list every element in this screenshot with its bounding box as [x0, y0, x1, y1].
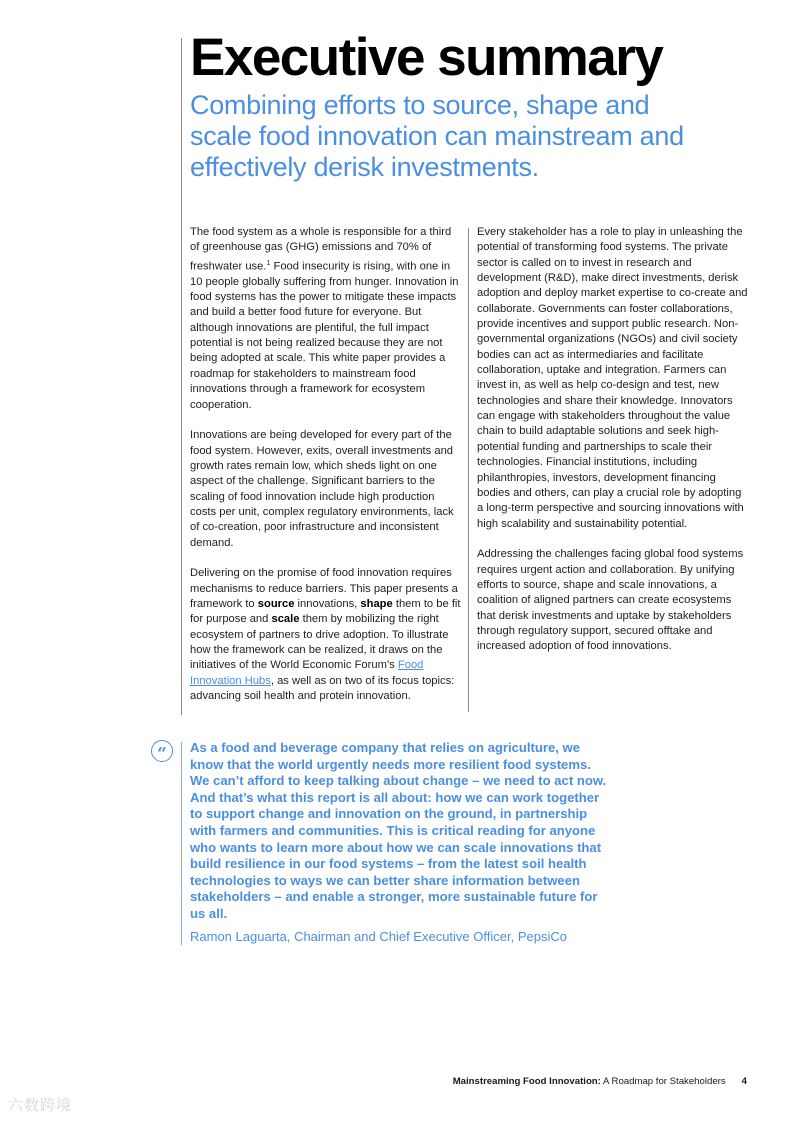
food-innovation-hubs-link[interactable]: Food Innovation Hubs	[190, 659, 424, 687]
watermark: 六数跨境	[8, 1097, 73, 1114]
left-p3-text-e: , as well as on two of its focus topics: advancing soil health and protein innovation.	[190, 674, 455, 703]
left-p3-text-c: them to be fit for purpose and	[190, 597, 461, 626]
pull-quote: As a food and beverage company that relies on agriculture, we know that the world urgently needs more resilient food systems. We can’t afford to keep talking about change – we need to act now. And that’s what this report is all about: how we can work together to support change and innovation on the ground, in partnership with farmers and communities. This is critical reading for anyone who wants to learn more about how we can scale innovations that build resilience in our food systems – from the latest soil health technologies to ways we can better share information between stakeholders – and enable a stronger, more sustainable future for us all.	[190, 740, 607, 921]
page-subtitle: Combining efforts to source, shape and scale food innovation can mainstream and effectively derisk investments.	[190, 90, 684, 182]
footer-report-title-rest: A Roadmap for Stakeholders	[600, 1076, 726, 1087]
right-paragraph-2: Addressing the challenges facing global food systems requires urgent action and collaboration. By unifying efforts to source, shape and scale innovations, a coalition of aligned partners can create ecosystems that derisk investments and uptake by stakeholders through regulatory support, secured offtake and increased adoption of food innovations.	[477, 548, 744, 653]
left-p1-text-a: The food system as a whole is responsible for a third of greenhouse gas (GHG) emissions and 70% of freshwater use.	[190, 226, 452, 273]
keyword-shape: shape	[360, 597, 393, 610]
footer-report-title-bold: Mainstreaming Food Innovation:	[452, 1076, 601, 1087]
page-title: Executive summary	[190, 28, 663, 87]
left-p3-text-a: Delivering on the promise of food innovation requires mechanisms to reduce barriers. This paper presents a framework to	[190, 567, 458, 610]
page-number: 4	[741, 1076, 747, 1087]
page-footer	[453, 1076, 747, 1087]
right-paragraph-1: Every stakeholder has a role to play in unleashing the potential of transforming food systems. The private sector is called on to invest in research and development (R&D), make direct investments, derisk adoption and deploy market expertise to co-create and collaborate. Governments can foster collaborations, provide incentives and support public research. Non-governmental organizations (NGOs) and civil society bodies can act as intermediaries and facilitate collaboration, uptake and integration. Farmers can invest in, as well as help co-design and test, new technologies and share their knowledge. Innovators can engage with stakeholders throughout the value chain to build adaptable solutions and seek high-potential funding and partnerships to scale their technologies. Financial institutions, including philanthropies, investors, development financing bodies and others, can play a crucial role by adopting a long-term perspective and sourcing innovations with high scalability and sustainability potential.	[477, 226, 748, 530]
vertical-rule-top	[181, 38, 182, 715]
footnote-ref-1[interactable]: 1	[266, 259, 271, 267]
left-paragraph-3	[190, 566, 462, 704]
column-divider	[468, 228, 469, 712]
left-column	[190, 225, 462, 720]
right-column	[477, 225, 749, 670]
left-p3-text-b: innovations,	[294, 597, 361, 610]
keyword-scale: scale	[271, 613, 300, 626]
keyword-source: source	[257, 597, 295, 610]
left-paragraph-1	[190, 225, 462, 413]
left-p1-text-b: Food insecurity is rising, with one in 10 people globally suffering from hunger. Innovation in food systems has the power to mitigate these impacts and build a better food future for everyone. But although innovations are plentiful, the full impact potential is not being realized because they are not being adopted at scale. This white paper provides a roadmap for stakeholders to mainstream food innovations through a framework for ecosystem cooperation.	[190, 260, 459, 411]
quote-attribution: Ramon Laguarta, Chairman and Chief Executive Officer, PepsiCo	[190, 929, 567, 944]
left-p3-text-d: them by mobilizing the right ecosystem of partners to drive adoption. To illustrate how the framework can be realized, it draws on the initiatives of the World Economic Forum’s	[190, 613, 449, 672]
quote-icon: “	[151, 740, 173, 762]
vertical-rule-quote	[181, 742, 182, 945]
left-paragraph-2: Innovations are being developed for every part of the food system. However, exits, overall investments and growth rates remain low, which sheds light on one aspect of the challenge. Significant barriers to the scaling of food innovation include high production costs per unit, complex regulatory environments, lack of co-creation, poor infrastructure and inconsistent demand.	[190, 429, 454, 549]
